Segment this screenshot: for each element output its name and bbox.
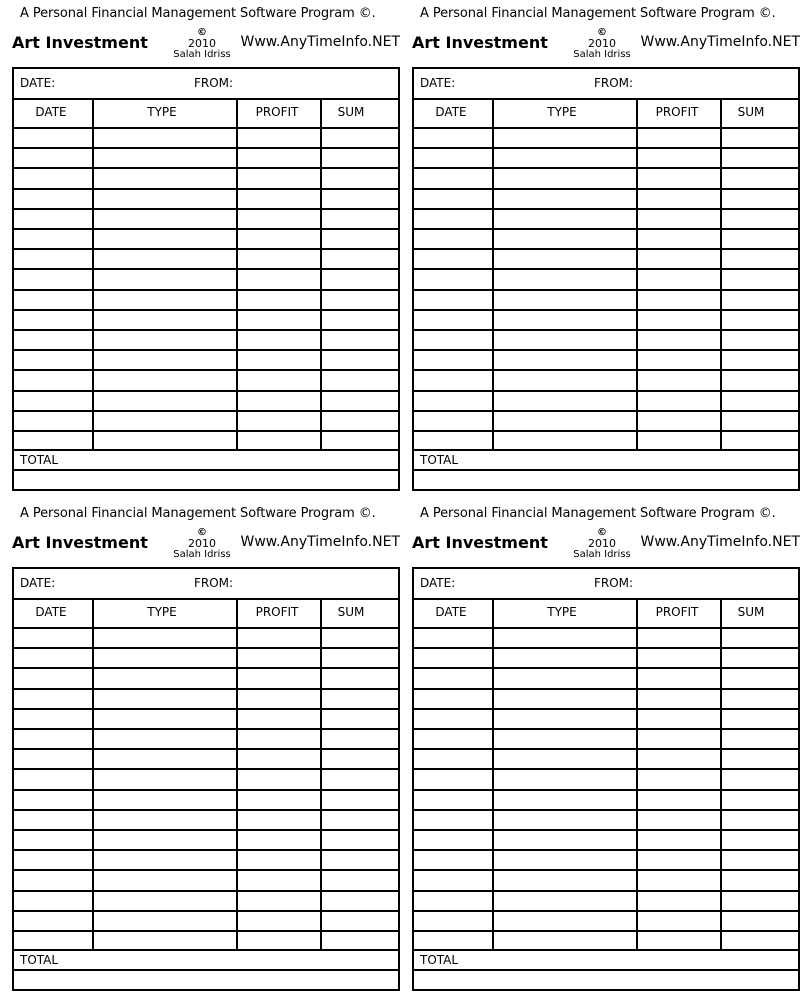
table-row [414,849,798,869]
table-row [14,890,398,910]
total-label: TOTAL [420,953,459,967]
ledger-table [12,567,400,991]
table-row [14,127,398,147]
copyright-author: Salah Idriss [573,549,631,560]
table-row [414,829,798,849]
table-row [14,188,398,208]
table-row [14,869,398,889]
column-header: SUM [337,605,365,619]
table-row [14,829,398,849]
table-row [414,167,798,187]
table-row [14,728,398,748]
column-header: SUM [337,105,365,119]
table-row [14,228,398,248]
table-row [14,430,398,450]
tagline: A Personal Financial Management Software Program ©. [420,506,776,521]
column-header: TYPE [147,105,177,119]
website-link: Www.AnyTimeInfo.NET [240,534,400,550]
table-row [14,309,398,329]
copyright-year: 2010 [588,37,616,50]
table-row [414,390,798,410]
table-row [14,289,398,309]
table-row [414,349,798,369]
table-row [414,188,798,208]
table-row [14,208,398,228]
column-header: TYPE [147,605,177,619]
copyright-author: Salah Idriss [173,49,231,60]
table-row [14,248,398,268]
table-row [14,167,398,187]
website-link: Www.AnyTimeInfo.NET [640,534,800,550]
table-row-divider [414,98,798,100]
table-row-divider [14,98,398,100]
table-row [414,369,798,389]
table-row-divider [14,469,398,471]
date-label: DATE: [20,76,56,90]
table-row [414,789,798,809]
table-row [14,147,398,167]
copyright-author: Salah Idriss [173,549,231,560]
table-row [414,890,798,910]
table-row [14,849,398,869]
website-link: Www.AnyTimeInfo.NET [640,34,800,50]
from-label: FROM: [194,76,234,90]
table-row [14,667,398,687]
total-label: TOTAL [20,453,59,467]
from-label: FROM: [594,76,634,90]
column-header: DATE [35,105,67,119]
table-row [414,708,798,728]
ledger-table [12,67,400,491]
table-row [414,809,798,829]
table-row-divider [14,969,398,971]
table-row [414,147,798,167]
table-row [14,410,398,430]
from-label: FROM: [194,576,234,590]
table-row [414,688,798,708]
copyright-author: Salah Idriss [573,49,631,60]
table-row [14,329,398,349]
table-row [414,208,798,228]
ledger-table [412,567,800,991]
ledger-table [412,67,800,491]
sheet-title: Art Investment [12,33,148,52]
copyright-year: 2010 [188,37,216,50]
table-row [414,667,798,687]
column-header: PROFIT [255,605,299,619]
column-header: DATE [35,605,67,619]
table-row [414,647,798,667]
column-header: DATE [435,605,467,619]
copyright-symbol: © [197,527,207,538]
total-label: TOTAL [420,453,459,467]
table-row [14,688,398,708]
table-row [14,809,398,829]
ledger-sheet [412,500,800,1000]
table-row [414,768,798,788]
table-row [414,430,798,450]
copyright-symbol: © [597,27,607,38]
date-label: DATE: [420,76,456,90]
table-row [14,390,398,410]
table-row [414,289,798,309]
copyright-symbol: © [197,27,207,38]
table-row [414,127,798,147]
ledger-sheet [12,0,400,500]
table-row [414,627,798,647]
ledger-sheet [412,0,800,500]
column-header: PROFIT [655,605,699,619]
sheet-title: Art Investment [412,533,548,552]
table-row [14,627,398,647]
table-row [14,268,398,288]
copyright-year: 2010 [588,537,616,550]
table-row [14,910,398,930]
column-header: SUM [737,105,765,119]
website-link: Www.AnyTimeInfo.NET [240,34,400,50]
table-row [414,228,798,248]
table-row [414,869,798,889]
table-row [14,768,398,788]
sheet-title: Art Investment [12,533,148,552]
table-row [14,708,398,728]
column-header: PROFIT [255,105,299,119]
sheet-title: Art Investment [412,33,548,52]
copyright-symbol: © [597,527,607,538]
table-row-divider [414,598,798,600]
date-label: DATE: [20,576,56,590]
copyright-year: 2010 [188,537,216,550]
table-row [14,369,398,389]
table-row [414,248,798,268]
column-header: SUM [737,605,765,619]
table-row [14,349,398,369]
table-row [14,647,398,667]
table-row [414,748,798,768]
column-header: TYPE [547,105,577,119]
table-row [14,748,398,768]
tagline: A Personal Financial Management Software Program ©. [420,6,776,21]
table-row [414,910,798,930]
table-row [414,268,798,288]
ledger-sheet [12,500,400,1000]
table-row [414,728,798,748]
table-row-divider [14,598,398,600]
column-header: PROFIT [655,105,699,119]
date-label: DATE: [420,576,456,590]
table-row-divider [414,969,798,971]
total-label: TOTAL [20,953,59,967]
from-label: FROM: [594,576,634,590]
tagline: A Personal Financial Management Software Program ©. [20,6,376,21]
table-row-divider [414,469,798,471]
column-header: DATE [435,105,467,119]
table-row [414,930,798,950]
table-row [414,309,798,329]
tagline: A Personal Financial Management Software Program ©. [20,506,376,521]
column-header: TYPE [547,605,577,619]
table-row [414,410,798,430]
table-row [414,329,798,349]
table-row [14,789,398,809]
table-row [14,930,398,950]
